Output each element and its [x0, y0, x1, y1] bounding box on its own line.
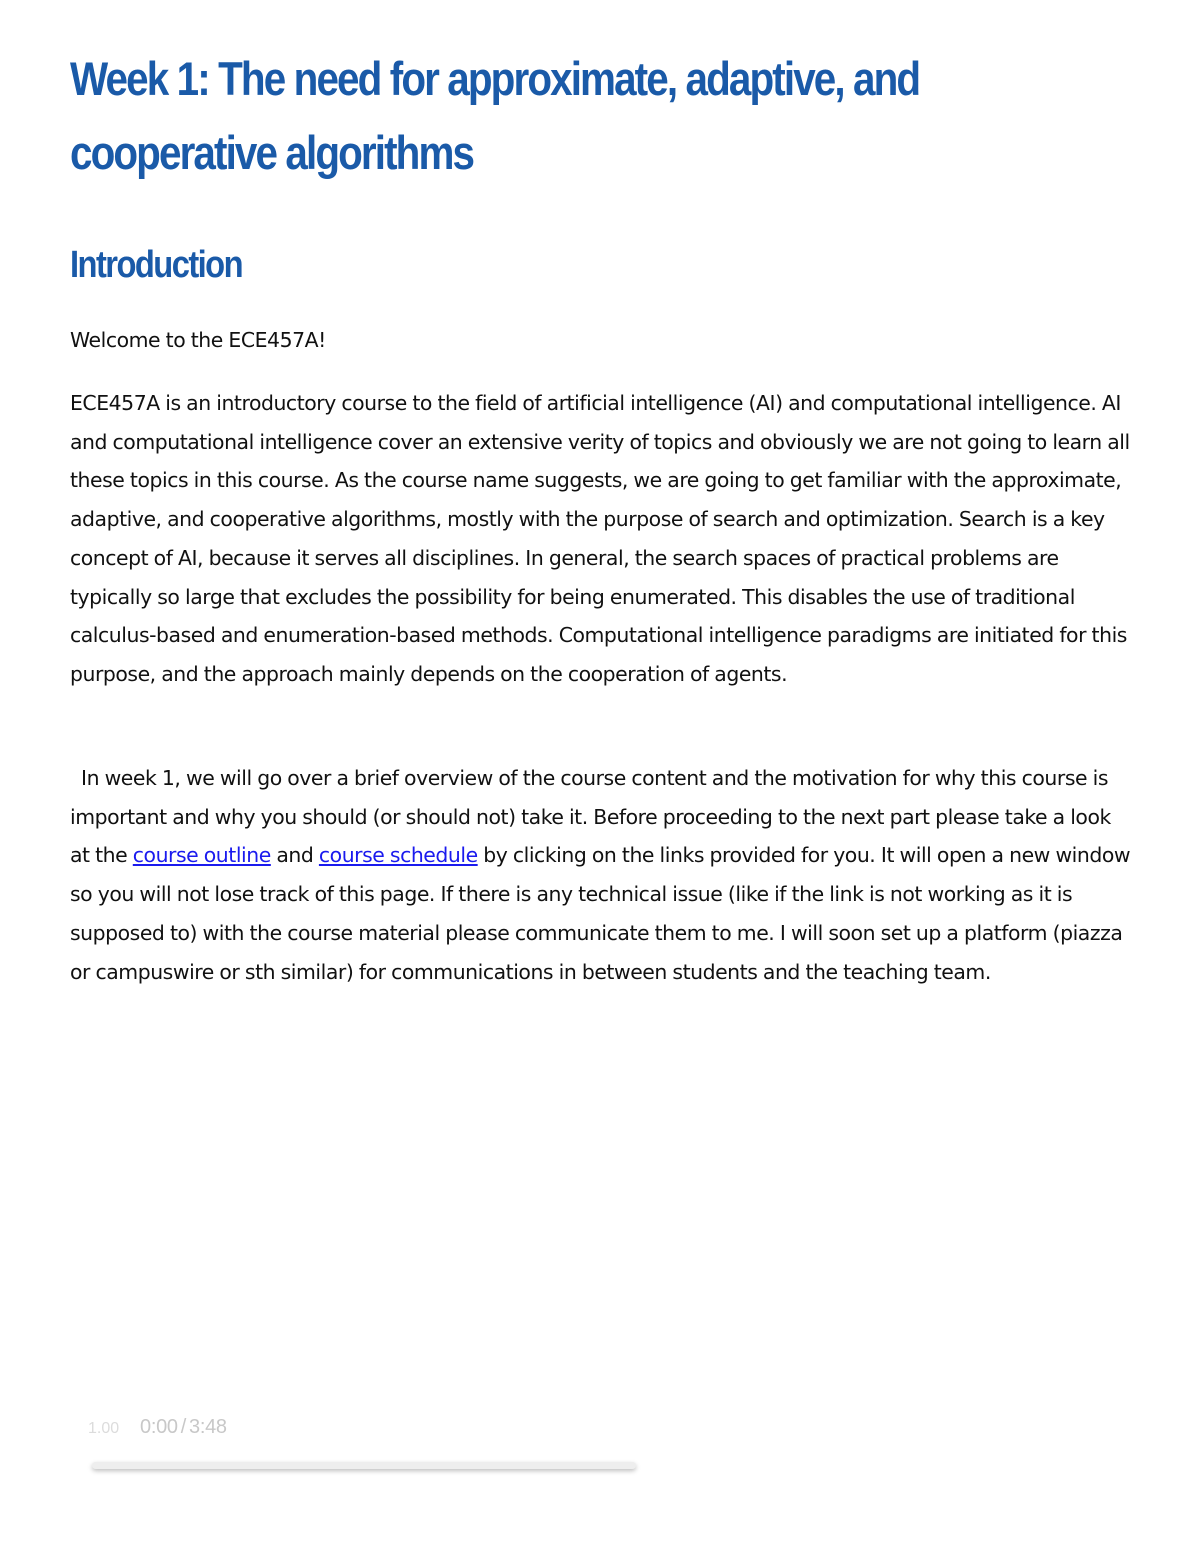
duration: 3:48 — [189, 1416, 227, 1438]
course-outline-link[interactable]: course outline — [132, 843, 271, 868]
time-separator: / — [180, 1416, 186, 1438]
week1-text-between-links: and — [270, 843, 319, 868]
time-display — [140, 1416, 227, 1439]
media-player — [86, 1410, 640, 1480]
welcome-text: Welcome to the ECE457A! — [70, 328, 326, 352]
course-schedule-link[interactable]: course schedule — [318, 843, 478, 868]
week1-text-start: In week 1, we will go over a brief overview of the course content and the motivation for why this course is important and why you should (or should not) take it. Before proceeding to the next part please take a look at the — [70, 766, 1111, 868]
playback-rate-button[interactable]: 1.00 — [88, 1420, 120, 1437]
page-title: Week 1: The need for approximate, adaptive, and cooperative algorithms — [70, 52, 920, 179]
intro-paragraph: ECE457A is an introductory course to the field of artificial intelligence (AI) and computational intelligence. AI and computational intelligence cover an extensive verity of topics and obviously we are not going to learn all these topics in this course. As the course name suggests, we are going to get familiar with the approximate, adaptive, and cooperative algorithms, mostly with the purpose of search and optimization. Search is a key concept of AI, because it serves all disciplines. In general, the search spaces of practical problems are typically so large that excludes the possibility for being enumerated. This disables the use of traditional calculus-based and enumeration-based methods. Computational intelligence paradigms are initiated for this purpose, and the approach mainly depends on the cooperation of agents. — [70, 391, 1130, 686]
week1-paragraph — [70, 759, 1132, 991]
progress-bar[interactable] — [92, 1462, 636, 1469]
week1-text-end: by clicking on the links provided for you. It will open a new window so you will not lose track of this page. If there is any technical issue (like if the link is not working as it is supposed to) with the course material please communicate them to me. I will soon set up a platform (piazza or campuswire or sth similar) for communications in between students and the teaching team. — [70, 843, 1131, 984]
section-heading-introduction: Introduction — [70, 244, 243, 286]
current-time: 0:00 — [140, 1416, 178, 1438]
